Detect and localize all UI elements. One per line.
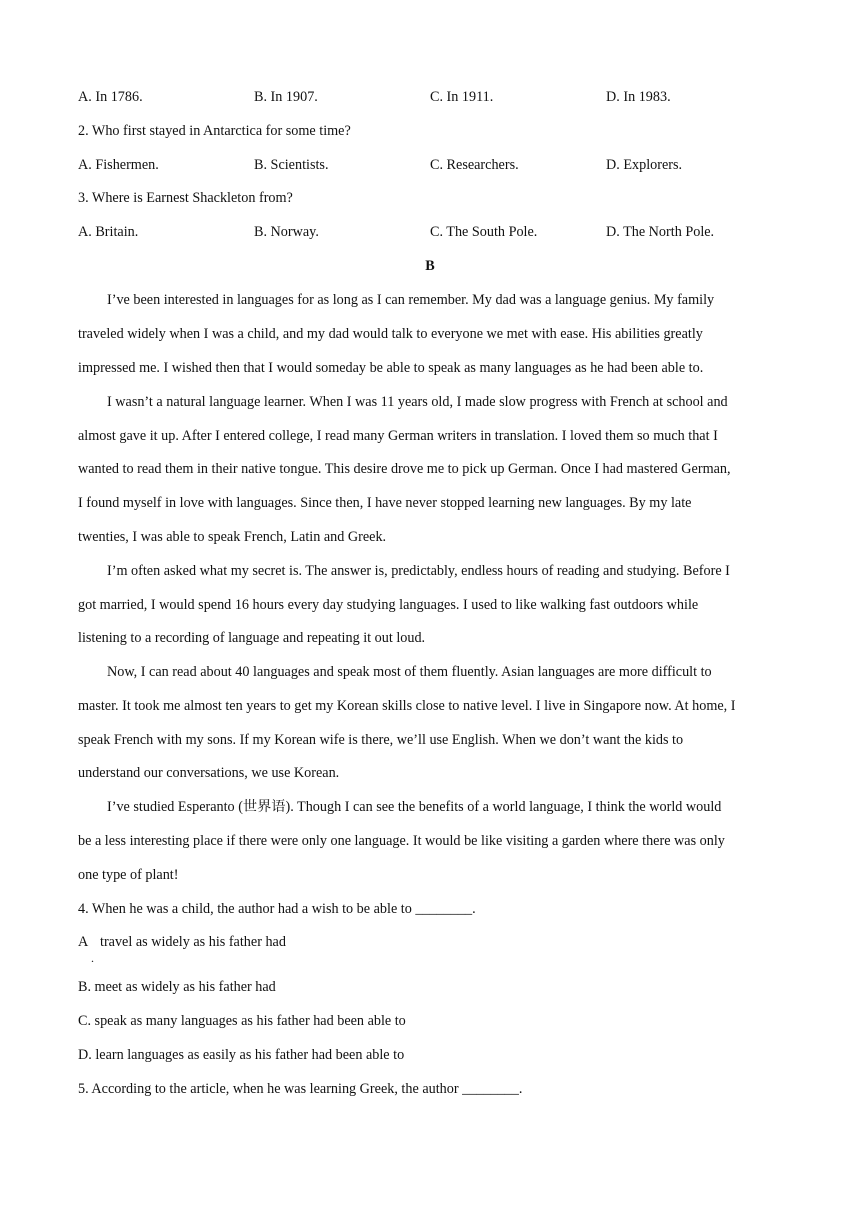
passage-line: master. It took me almost ten years to get my Korean skills close to native level. I live in Singapore now. At home, I (78, 698, 736, 714)
passage-line: Now, I can read about 40 languages and speak most of them fluently. Asian languages are more difficult to (107, 664, 712, 680)
passage-line: wanted to read them in their native tongue. This desire drove me to pick up German. Once I had mastered German, (78, 461, 731, 477)
q4-option-c: C. speak as many languages as his father had been able to (78, 1013, 406, 1029)
q1-option-a: A. In 1786. (78, 89, 143, 105)
q3-option-c: C. The South Pole. (430, 224, 538, 240)
passage-line: got married, I would spend 16 hours every day studying languages. I used to like walking fast outdoors while (78, 597, 699, 613)
q2-option-c: C. Researchers. (430, 157, 519, 173)
passage-line: twenties, I was able to speak French, Latin and Greek. (78, 529, 387, 545)
q5-question: 5. According to the article, when he was learning Greek, the author ________. (78, 1081, 523, 1097)
q2-question: 2. Who first stayed in Antarctica for some time? (78, 123, 351, 139)
q4-option-a-letter: A (78, 934, 89, 950)
q1-option-c: C. In 1911. (430, 89, 494, 105)
passage-line: one type of plant! (78, 867, 179, 883)
passage-line: I found myself in love with languages. Since then, I have never stopped learning new languages. By my late (78, 495, 692, 511)
q4-question: 4. When he was a child, the author had a wish to be able to ________. (78, 901, 476, 917)
passage-line: speak French with my sons. If my Korean wife is there, we’ll use English. When we don’t want the kids to (78, 732, 684, 748)
q4-option-d: D. learn languages as easily as his father had been able to (78, 1047, 405, 1063)
passage-line: I’m often asked what my secret is. The answer is, predictably, endless hours of reading and studying. Before I (107, 563, 730, 579)
q3-option-b: B. Norway. (254, 224, 319, 240)
q3-option-a: A. Britain. (78, 224, 139, 240)
passage-line: I’ve been interested in languages for as long as I can remember. My dad was a language genius. My family (107, 292, 715, 308)
passage-line: listening to a recording of language and repeating it out loud. (78, 630, 426, 646)
section-title: B (425, 258, 435, 274)
q2-option-b: B. Scientists. (254, 157, 329, 173)
passage-line: almost gave it up. After I entered college, I read many German writers in translation. I loved them so much that I (78, 428, 718, 444)
q4-option-b: B. meet as widely as his father had (78, 979, 276, 995)
passage-line: impressed me. I wished then that I would someday be able to speak as many languages as he had been able to. (78, 360, 704, 376)
q2-option-a: A. Fishermen. (78, 157, 159, 173)
q4-option-a-text: travel as widely as his father had (100, 934, 286, 950)
q1-option-b: B. In 1907. (254, 89, 318, 105)
passage-line: be a less interesting place if there were only one language. It would be like visiting a garden where there was only (78, 833, 725, 849)
q2-option-d: D. Explorers. (606, 157, 683, 173)
q3-question: 3. Where is Earnest Shackleton from? (78, 190, 293, 206)
q4-option-a-dot: . (91, 951, 94, 965)
passage-line: traveled widely when I was a child, and my dad would talk to everyone we met with ease. His abilities greatly (78, 326, 703, 342)
passage-line: I wasn’t a natural language learner. When I was 11 years old, I made slow progress with French at school and (107, 394, 728, 410)
passage-line: I’ve studied Esperanto (世界语). Though I can see the benefits of a world language, I think the world would (107, 799, 722, 815)
q3-option-d: D. The North Pole. (606, 224, 715, 240)
q1-option-d: D. In 1983. (606, 89, 671, 105)
passage-line: understand our conversations, we use Korean. (78, 765, 340, 781)
